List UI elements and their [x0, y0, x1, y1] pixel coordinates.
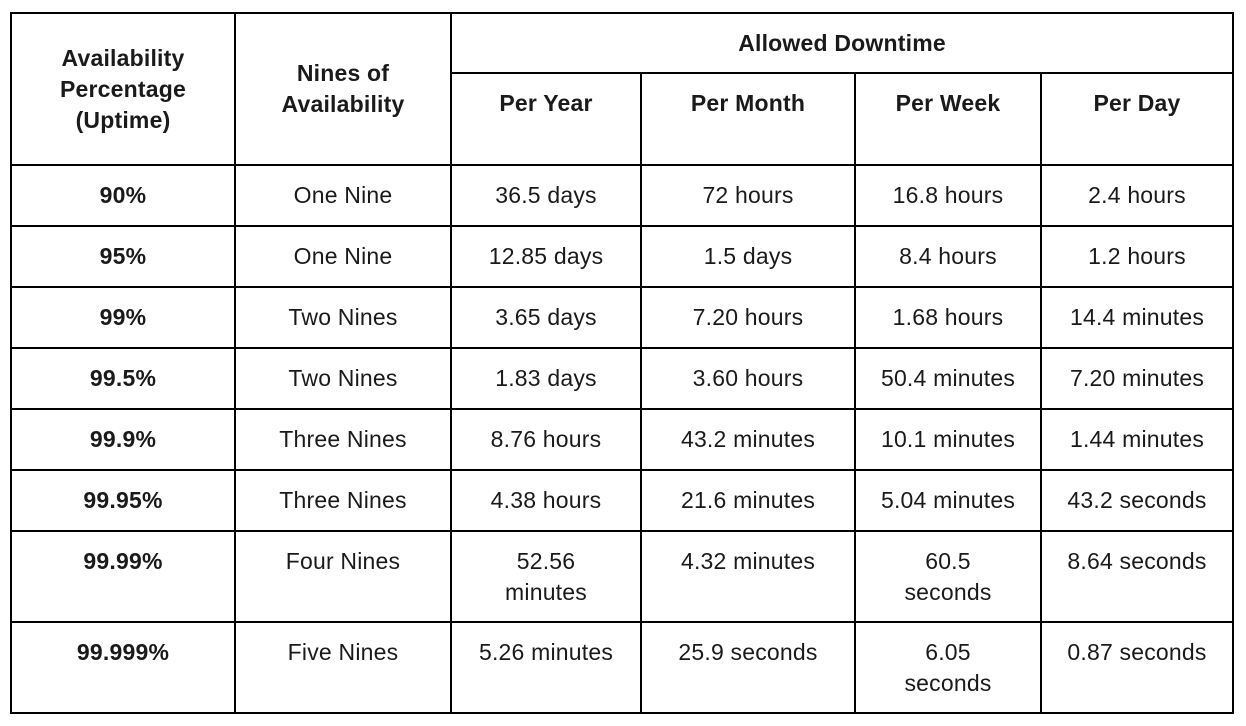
- per-month-cell: 4.32 minutes: [641, 531, 855, 622]
- header-availability: Availability Percentage (Uptime): [11, 13, 235, 165]
- header-row-1: [11, 13, 1233, 73]
- per-month-cell: 3.60 hours: [641, 348, 855, 409]
- availability-cell: 99.9%: [11, 409, 235, 470]
- per-day-cell: 14.4 minutes: [1041, 287, 1233, 348]
- per-month-cell: 7.20 hours: [641, 287, 855, 348]
- per-day-cell: 1.2 hours: [1041, 226, 1233, 287]
- per-month-cell: 43.2 minutes: [641, 409, 855, 470]
- per-week-cell: 1.68 hours: [855, 287, 1041, 348]
- per-year-cell: 12.85 days: [451, 226, 641, 287]
- per-week-cell: 8.4 hours: [855, 226, 1041, 287]
- availability-downtime-table: [10, 12, 1234, 714]
- table-row: [11, 165, 1233, 226]
- nines-cell: Three Nines: [235, 409, 451, 470]
- table-row: [11, 622, 1233, 713]
- per-year-cell: 4.38 hours: [451, 470, 641, 531]
- table-row: [11, 348, 1233, 409]
- per-day-cell: 0.87 seconds: [1041, 622, 1233, 713]
- per-month-cell: 21.6 minutes: [641, 470, 855, 531]
- table-row: [11, 409, 1233, 470]
- per-year-cell: 36.5 days: [451, 165, 641, 226]
- availability-cell: 99.5%: [11, 348, 235, 409]
- per-week-cell: 50.4 minutes: [855, 348, 1041, 409]
- nines-cell: Three Nines: [235, 470, 451, 531]
- per-week-cell: 6.05 seconds: [855, 622, 1041, 713]
- nines-cell: Five Nines: [235, 622, 451, 713]
- header-per-day: Per Day: [1041, 73, 1233, 165]
- per-day-cell: 7.20 minutes: [1041, 348, 1233, 409]
- per-week-cell: 16.8 hours: [855, 165, 1041, 226]
- header-nines: Nines of Availability: [235, 13, 451, 165]
- per-day-cell: 43.2 seconds: [1041, 470, 1233, 531]
- nines-cell: Four Nines: [235, 531, 451, 622]
- per-month-cell: 25.9 seconds: [641, 622, 855, 713]
- header-per-week: Per Week: [855, 73, 1041, 165]
- per-year-cell: 3.65 days: [451, 287, 641, 348]
- header-per-month: Per Month: [641, 73, 855, 165]
- nines-cell: One Nine: [235, 165, 451, 226]
- per-year-cell: 52.56 minutes: [451, 531, 641, 622]
- per-year-cell: 1.83 days: [451, 348, 641, 409]
- per-year-cell: 8.76 hours: [451, 409, 641, 470]
- header-per-year: Per Year: [451, 73, 641, 165]
- per-week-cell: 10.1 minutes: [855, 409, 1041, 470]
- table-row: [11, 531, 1233, 622]
- per-day-cell: 2.4 hours: [1041, 165, 1233, 226]
- table-row: [11, 226, 1233, 287]
- per-month-cell: 72 hours: [641, 165, 855, 226]
- table-row: [11, 287, 1233, 348]
- per-day-cell: 1.44 minutes: [1041, 409, 1233, 470]
- per-week-cell: 60.5 seconds: [855, 531, 1041, 622]
- header-allowed-downtime: Allowed Downtime: [451, 13, 1233, 73]
- table-row: [11, 470, 1233, 531]
- nines-cell: Two Nines: [235, 348, 451, 409]
- availability-cell: 95%: [11, 226, 235, 287]
- nines-cell: Two Nines: [235, 287, 451, 348]
- availability-cell: 99%: [11, 287, 235, 348]
- availability-cell: 99.95%: [11, 470, 235, 531]
- availability-cell: 99.99%: [11, 531, 235, 622]
- per-week-cell: 5.04 minutes: [855, 470, 1041, 531]
- availability-cell: 99.999%: [11, 622, 235, 713]
- per-day-cell: 8.64 seconds: [1041, 531, 1233, 622]
- per-month-cell: 1.5 days: [641, 226, 855, 287]
- nines-cell: One Nine: [235, 226, 451, 287]
- per-year-cell: 5.26 minutes: [451, 622, 641, 713]
- availability-cell: 90%: [11, 165, 235, 226]
